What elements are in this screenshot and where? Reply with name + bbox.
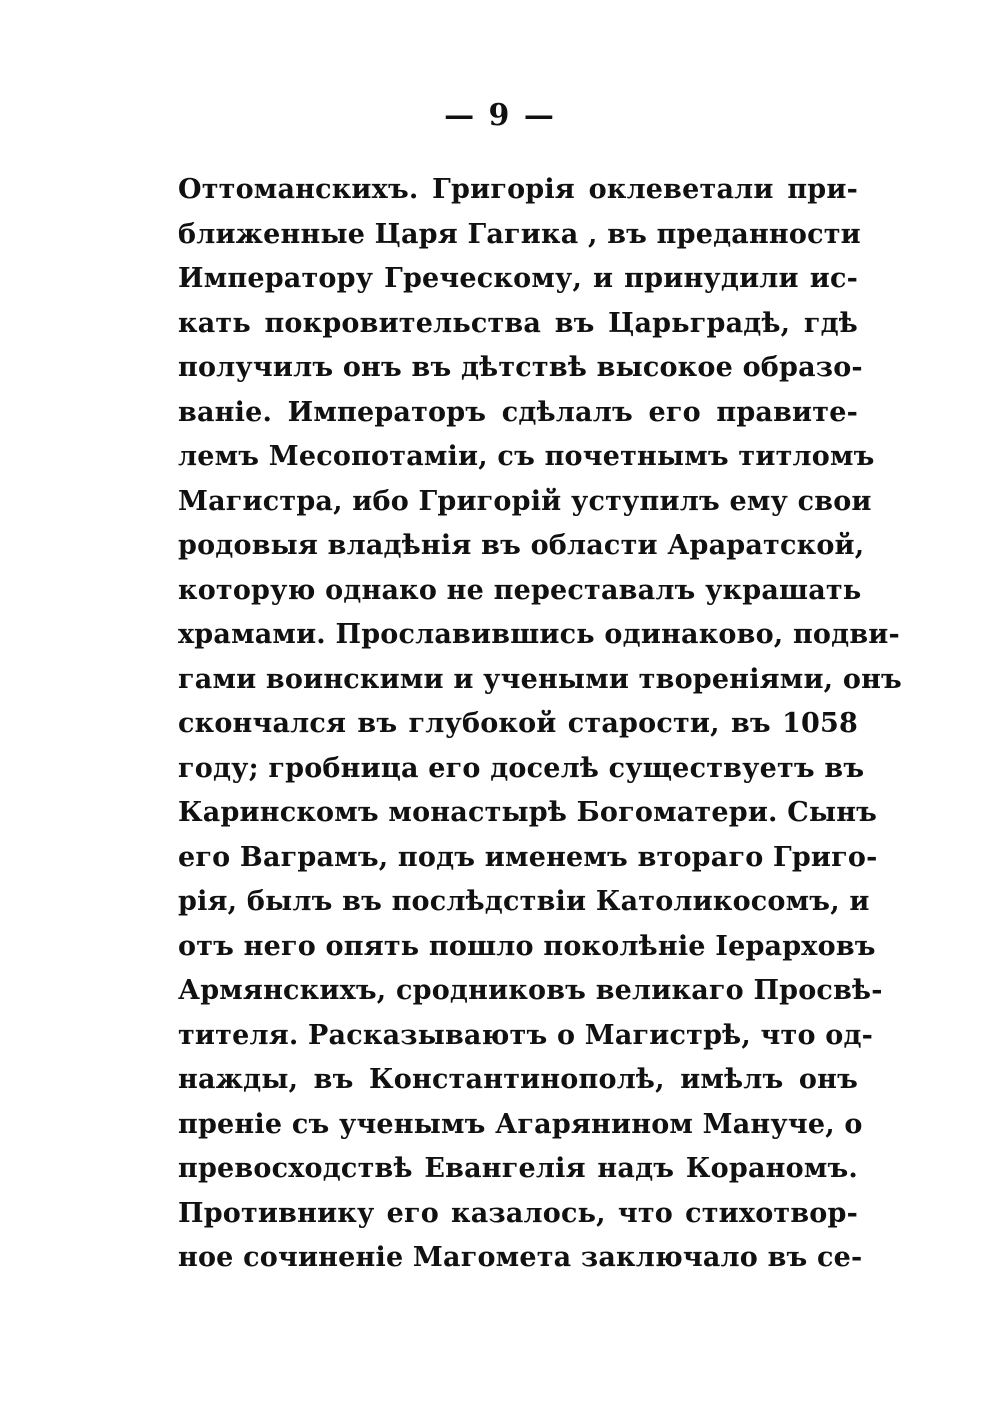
text-line-3: Императору Греческому, и принудили ис- [178,263,858,294]
text-line-15: Каринскомъ монастырѣ Богоматери. Сынъ [178,797,878,828]
text-line-4: кать покровительства въ Царьградѣ, гдѣ [178,307,858,339]
text-line-14: году; гробница его доселѣ существуетъ въ [178,752,865,784]
text-line-12: гами воинскими и учеными твореніями, онъ [178,663,902,695]
text-line-18: отъ него опять пошло поколѣніе Іерарховъ [178,930,876,962]
text-line-7: лемъ Месопотаміи, съ почетнымъ титломъ [178,441,875,472]
text-line-21: нажды, въ Константинополѣ, имѣлъ онъ [178,1064,858,1095]
text-line-25: ное сочиненіе Магомета заключало въ се- [178,1242,863,1273]
text-line-23: превосходствѣ Евангелія надъ Кораномъ. [178,1153,858,1184]
text-line-22: преніе съ ученымъ Агарянином Мануче, о [178,1108,863,1140]
text-line-5: получилъ онъ въ дѣтствѣ высокое образо- [178,352,863,383]
text-line-2: ближенные Царя Гагика , въ преданности [178,218,861,250]
text-line-11: храмами. Прославившись одинаково, подви- [178,619,900,650]
text-line-13: скончался въ глубокой старости, въ 1058 [178,708,858,739]
text-line-9: родовыя владѣнія въ области Араратской, [178,530,865,561]
text-line-19: Армянскихъ, сродниковъ великаго Просвѣ- [178,975,883,1006]
text-line-1: Оттоманскихъ. Григорія оклеветали при- [178,174,858,205]
text-line-6: ваніе. Императоръ сдѣлалъ его правите- [178,396,858,428]
text-line-16: его Ваграмъ, подъ именемъ втораго Григо- [178,841,878,873]
text-line-24: Противнику его казалось, что стихотвор- [178,1197,858,1229]
text-line-17: рія, былъ въ послѣдствіи Католикосомъ, и [178,886,870,917]
text-line-8: Магистра, ибо Григорій уступилъ ему свои [178,485,872,517]
text-line-10: которую однако не переставалъ украшать [178,574,862,606]
body-text [178,168,902,1281]
page-number: — 9 — [444,98,556,133]
text-line-20: тителя. Расказываютъ о Магистрѣ, что од- [178,1019,874,1051]
